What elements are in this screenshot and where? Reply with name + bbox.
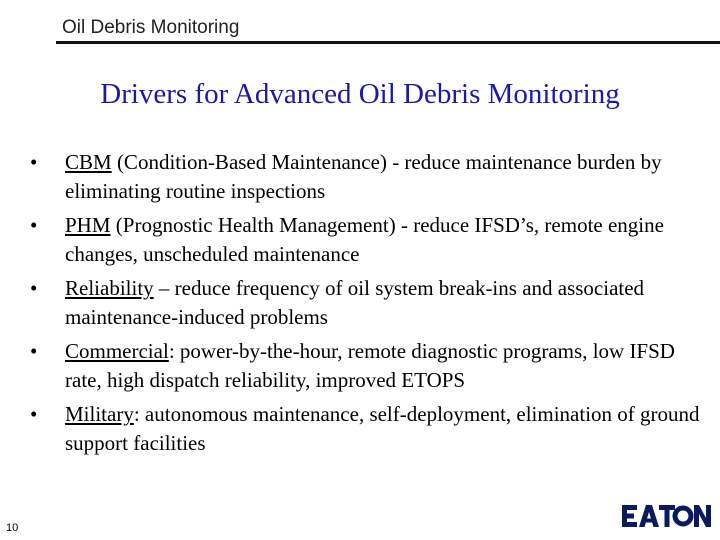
bullet-term: PHM — [65, 213, 111, 237]
bullet-dot-icon: • — [30, 402, 38, 426]
bullet-item-phm — [30, 211, 710, 269]
bullet-term: CBM — [65, 150, 112, 174]
bullet-separator: : — [133, 402, 145, 426]
bullet-text: power-by-the-hour, remote diagnostic programs, low IFSD rate, high dispatch reliability, improved ETOPS — [65, 339, 675, 392]
header-divider — [56, 41, 720, 44]
bullet-term: Commercial — [65, 339, 169, 363]
bullet-item-military — [30, 400, 710, 458]
eaton-logo-icon — [622, 503, 712, 529]
eaton-logo — [622, 503, 712, 534]
bullet-separator: : — [168, 339, 180, 363]
header-title: Oil Debris Monitoring — [62, 17, 240, 38]
bullet-dot-icon: • — [30, 276, 38, 300]
bullet-text: autonomous maintenance, self-deployment, elimination of ground support facilities — [65, 402, 700, 455]
bullet-item-cbm — [30, 148, 710, 206]
bullet-item-reliability — [30, 274, 710, 332]
bullet-term: Reliability — [65, 276, 154, 300]
bullet-term: Military — [65, 402, 134, 426]
bullet-text: (Prognostic Health Management) - reduce IFSD’s, remote engine changes, unscheduled maintenance — [65, 213, 664, 266]
bullet-dot-icon: • — [30, 339, 38, 363]
bullet-list — [30, 148, 710, 463]
page-number: 10 — [6, 522, 19, 534]
bullet-item-commercial — [30, 337, 710, 395]
bullet-dot-icon: • — [30, 150, 38, 174]
bullet-text: – reduce frequency of oil system break-ins and associated maintenance-induced problems — [65, 276, 645, 329]
bullet-dot-icon: • — [30, 213, 38, 237]
slide-title: Drivers for Advanced Oil Debris Monitoring — [100, 78, 620, 110]
bullet-text: (Condition-Based Maintenance) - reduce maintenance burden by eliminating routine inspections — [65, 150, 662, 203]
